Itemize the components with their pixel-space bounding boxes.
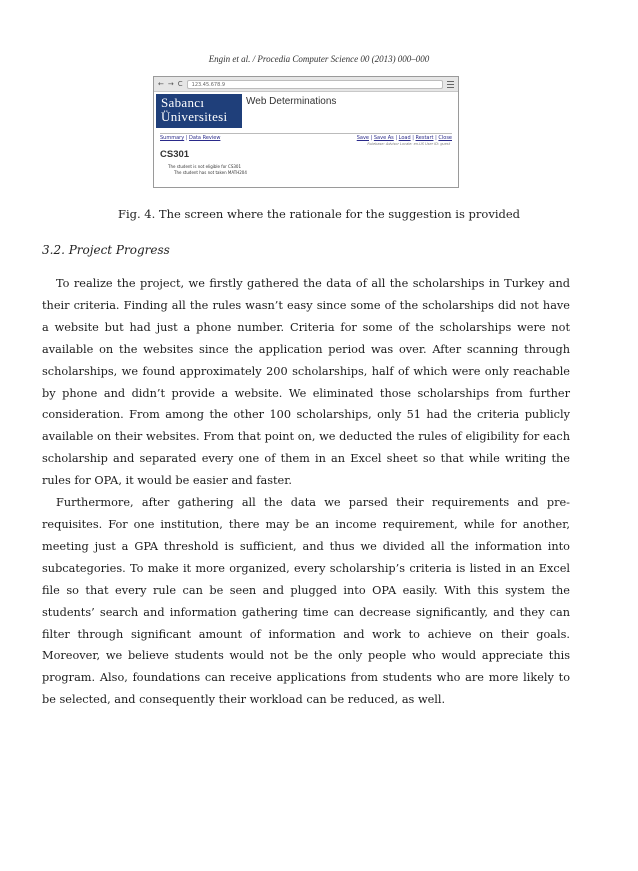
- body-text: [42, 273, 570, 711]
- logo-line-2: Üniversitesi: [161, 109, 228, 124]
- browser-toolbar: [154, 77, 458, 92]
- nav-link-save: Save: [356, 135, 369, 141]
- nav-link-close: Close: [438, 135, 452, 141]
- result-line: The student has not taken MATH204: [174, 170, 247, 175]
- figure-screenshot: [153, 76, 459, 188]
- nav-separator: |: [435, 135, 437, 141]
- university-logo: [156, 94, 242, 128]
- nav-separator: |: [412, 135, 414, 141]
- running-header: Engin et al. / Procedia Computer Science 00 (2013) 000–000: [208, 54, 430, 64]
- nav-left: [160, 135, 220, 141]
- menu-icon: [447, 81, 454, 88]
- paragraph: To realize the project, we firstly gathered the data of all the scholarships in Turkey and their criteria. Finding all the rules wasn’t easy since some of the scholarships did not have a website but had just a phone number. Criteria for some of the scholarships were not available on the websites since the application period was over. After scanning through scholarships, we found approximately 200 scholarships, half of which were only reachable by phone and didn’t provide a website. We eliminated those scholarships from further consideration. From among the other 100 scholarships, only 51 had the criteria publicly available on their websites. From that point on, we deducted the rules of eligibility for each scholarship and separated every one of them in an Excel sheet so that while writing the rules for OPA, it would be easier and faster.: [42, 277, 570, 488]
- nav-link-save-as: Save As: [373, 135, 394, 141]
- nav-link-summary: Summary: [160, 135, 185, 141]
- figure-caption: Fig. 4. The screen where the rationale for the suggestion is provided: [117, 207, 521, 221]
- nav-right: [357, 135, 452, 141]
- reload-icon: C: [177, 79, 183, 88]
- result-line: The student is not eligible for CS301: [168, 164, 242, 169]
- course-code: CS301: [160, 149, 190, 160]
- back-arrow-icon: ←: [158, 79, 164, 88]
- nav-separator: |: [185, 135, 188, 141]
- nav-separator: |: [395, 135, 398, 141]
- logo-line-1: Sabancı: [161, 95, 205, 110]
- app-title: Web Determinations: [246, 96, 337, 107]
- section-heading: 3.2. Project Progress: [42, 243, 170, 257]
- nav-separator: |: [370, 135, 373, 141]
- paragraph: Furthermore, after gathering all the data we parsed their requirements and pre-requisites. For one institution, there may be an income requirement, while for another, meeting just a GPA threshold is sufficient, and thus we divided all the information into subcategories. To make it more organized, every scholarship’s criteria is listed in an Excel file so that every rule can be seen and plugged into OPA easily. With this system the students’ search and information gathering time can decrease significantly, and they can filter through significant amount of information and work to achieve on their goals. Moreover, we believe students would not be the only people who would appreciate this program. Also, foundations can receive applications from students who are more likely to be selected, and consequently their workload can be reduced, as well.: [42, 496, 570, 707]
- user-note: Rulebase: Advisor Locale: en-US User ID: guest: [367, 142, 450, 146]
- nav-link-data-review: Data Review: [189, 135, 221, 141]
- nav-link-load: Load: [398, 135, 411, 141]
- nav-link-restart: Restart: [415, 135, 434, 141]
- forward-arrow-icon: →: [167, 79, 174, 88]
- address-bar: 123.45.678.9: [187, 80, 443, 89]
